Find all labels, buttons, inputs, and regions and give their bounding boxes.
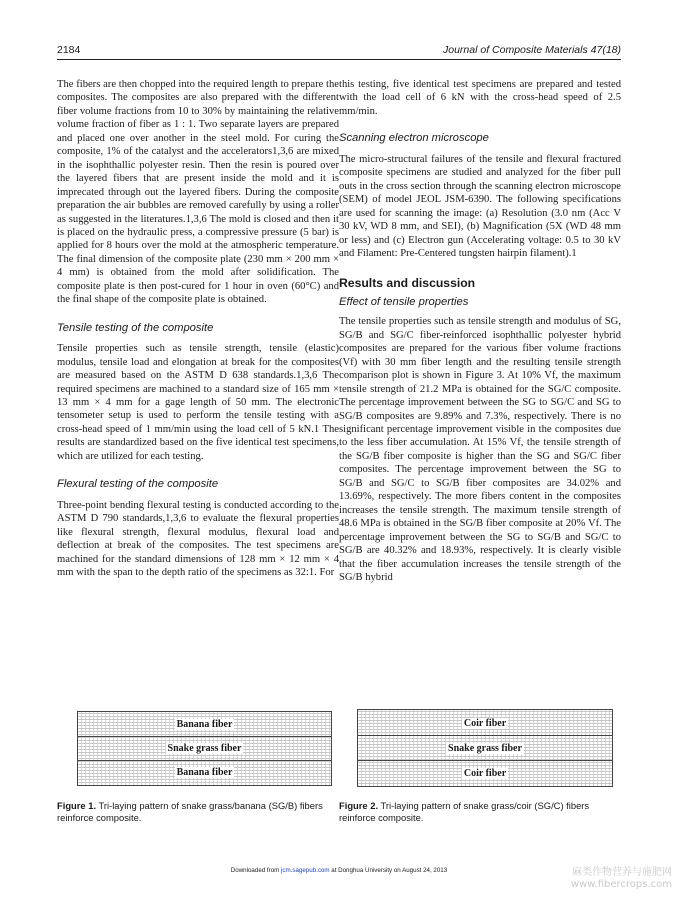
figure2-layers-diagram <box>357 709 613 787</box>
layer-label: Coir fiber <box>463 768 507 779</box>
section-heading-tensile: Tensile testing of the composite <box>57 321 214 334</box>
layer-label: Snake grass fiber <box>448 743 522 754</box>
caption-label: Figure 2. <box>339 800 379 811</box>
layer-label: Coir fiber <box>463 718 507 729</box>
body-paragraph: this testing, five identical test specimens are prepared and tested with the load cell of 6 kN with the cross-head speed of 2.5 mm/min. <box>339 79 621 117</box>
section-heading-effect: Effect of tensile properties <box>339 295 469 308</box>
layer-label: Banana fiber <box>176 719 233 730</box>
layer-divider <box>78 736 331 737</box>
body-paragraph: Tensile properties such as tensile strength, tensile (elastic) modulus, tensile load and elongation at break for the composites are measured based on the ASTM D 638 standards.1,3,6 The required specimens are machined to a standard size of 165 mm × 13 mm × 4 mm for a gage length of 50 mm. The electronic tensometer setup is used to perform the tensile testing with a cross-head speed of 1 mm/min using the load cell of 5 kN.1 The results are standardized based on the five identical test specimens, which are utilized for each testing. <box>57 343 339 462</box>
caption-text: Tri-laying pattern of snake grass/banana (SG/B) fibers reinforce composite. <box>57 800 323 824</box>
section-heading-results: Results and discussion <box>339 276 476 291</box>
running-header <box>57 44 621 58</box>
watermark-line: 麻类作物营养与施肥网 <box>572 867 672 878</box>
body-paragraph: Three-point bending flexural testing is conducted according to the ASTM D 790 standards,1,3,6 to evaluate the flexural properties like flexural strength, flexural modulus, flexural load and deflection at break of the composites. The test specimens are machined for the standard dimensions of 128 mm × 12 mm × 4 mm with the span to the depth ratio of the specimens as 32:1. For <box>57 499 339 578</box>
caption-label: Figure 1. <box>57 800 97 811</box>
watermark-line: www.fibercrops.com <box>570 879 672 890</box>
caption-text: Tri-laying pattern of snake grass/coir (SG/C) fibers reinforce composite. <box>339 800 590 824</box>
footer-suffix: at Donghua University on August 24, 2013 <box>331 867 448 874</box>
footer-prefix: Downloaded from <box>230 867 280 874</box>
layer-divider <box>78 760 331 761</box>
body-paragraph: The tensile properties such as tensile strength and modulus of SG, SG/B and SG/C fiber-reinforced isophthallic polyester hybrid composites are prepared for the various fiber volume fractions (Vf) with 30 mm fiber length and the resulting tensile strength comparison plot is shown in Figure 3. At 10% Vf, the maximum tensile strength of 21.2 MPa is obtained for the SG/C composite. The percentage improvement between the SG to SG/C and SG to SG/B composites are 9.89% and 7.3%, respectively. There is no significant percentage improvement visible in the composites due to the less fiber accumulation. At 15% Vf, the tensile strength of the SG/B fiber composite is higher than the SG and SG/C fiber composites. The percentage improvement between the SG to SG/B and SG/C to SG/B fiber composites are 34.02% and 13.69%, respectively. The more fibers content in the composites increases the tensile strength. The maximum tensile strength of 48.6 MPa is obtained in the SG/B fiber composite at 20% Vf. The percentage improvement between the SG to SG/B and SG/C to SG/B are 40.32% and 18.93%, respectively. It is clearly visible that the fiber accumulation increases the tensile strength of the SG/B hybrid <box>339 316 621 583</box>
body-paragraph: The fibers are then chopped into the required length to prepare the composites. The composites are also prepared with the different fiber volume fractions from 10 to 30% by maintaining the relative volume fraction of fiber as 1 : 1. Two separate layers are prepared and placed one over another in the steel mold. For curing the composite, 1% of the catalyst and the accelerators1,3,6 are mixed in the isophthallic polyester resin. Then the resin is poured over the layered fibers that are present inside the mold and it is imprecated through out the layered fibers. During the composite preparation the air bubbles are removed carefully by using a roller as suggested in the literatures.1,3,6 The mold is closed and then it is placed on the hydraulic press, a compressive pressure (5 bar) is applied for 8 hours over the mold at the atmospheric temperature. The final dimension of the composite plate (230 mm × 200 mm × 4 mm) is obtained from the mold after solidification. The composite plate is then post-cured for 1 hour in oven (60°C) and the final shape of the composite plate is obtained. <box>57 79 339 306</box>
site-watermark <box>571 867 672 891</box>
layer-label: Snake grass fiber <box>167 743 242 754</box>
journal-title: Journal of Composite Materials 47(18) <box>443 44 621 56</box>
figure1-caption <box>57 800 329 824</box>
section-heading-sem: Scanning electron microscope <box>339 132 489 145</box>
right-column <box>339 78 621 584</box>
footer-link[interactable]: jcm.sagepub.com <box>281 867 330 874</box>
layer-divider <box>358 735 612 736</box>
figure2-caption <box>339 800 611 824</box>
header-rule <box>57 59 621 60</box>
body-paragraph: The micro-structural failures of the tensile and flexural fractured composite specimens are studied and analyzed for the fiber pull outs in the cross section through the scanning electron microscope (SEM) of model JEOL JSM-6390. The following specifications are used for scanning the image: (a) Resolution (3.0 nm (Acc V 30 kV, WD 8 mm, and SEI), (b) Magnification (5X (WD 48 mm or less) and (c) Electron gun (Accelerating voltage: 0.5 to 30 kV and Filament: Pre-Centered tungsten hairpin filament).1 <box>339 153 621 259</box>
left-column <box>57 78 339 579</box>
layer-label: Banana fiber <box>176 767 233 778</box>
section-heading-flexural: Flexural testing of the composite <box>57 478 219 491</box>
figure1-layers-diagram <box>77 711 332 786</box>
layer-divider <box>358 760 612 761</box>
page-number: 2184 <box>57 44 81 56</box>
